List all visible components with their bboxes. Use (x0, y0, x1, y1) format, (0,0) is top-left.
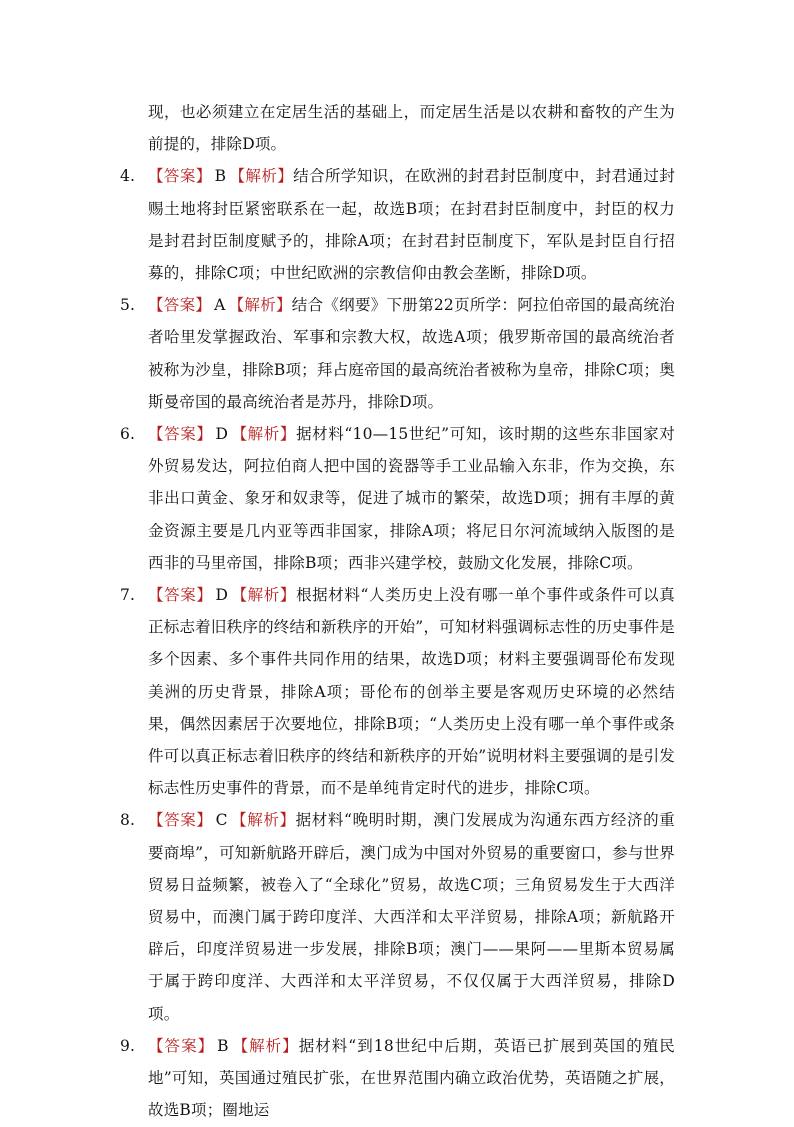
continuation-text: 现，也必须建立在定居生活的基础上，而定居生活是以农耕和畜牧的产生为前提的，排除D项。 (148, 103, 675, 154)
analysis-tag: 【解析】 (231, 1036, 299, 1055)
analysis-tag: 【解析】 (231, 425, 297, 444)
answer-item-4 (120, 160, 675, 289)
item-number: 4. (120, 167, 136, 186)
answer-letter: B (217, 1036, 229, 1055)
analysis-text: 据材料“到18世纪中后期，英语已扩展到英国的殖民地”可知，英国通过殖民扩张，在世界范围内确立政治优势，英语随之扩展，故选B项；圈地运 (148, 1036, 675, 1120)
item-number: 8. (120, 811, 136, 830)
answer-tag: 【答案】 (148, 296, 212, 315)
answer-item-5 (120, 289, 675, 418)
answer-letter: B (214, 167, 227, 186)
answer-item-9 (120, 1030, 675, 1127)
analysis-tag: 【解析】 (230, 811, 296, 830)
analysis-tag: 【解析】 (229, 167, 294, 186)
answer-letter: D (215, 425, 229, 444)
answer-key-content (120, 96, 675, 1127)
continuation-paragraph (120, 96, 675, 160)
analysis-text: 结合所学知识，在欧洲的封君封臣制度中，封君通过封赐土地将封臣紧密联系在一起，故选B项；在封君封臣制度中，封臣的权力是封君封臣制度赋予的，排除A项；在封君封臣制度下，军队是封臣自行招募的，排除C项；中世纪欧洲的宗教信仰由教会垄断，排除D项。 (148, 167, 675, 283)
answer-letter: C (215, 811, 228, 830)
answer-tag: 【答案】 (148, 167, 212, 186)
answer-letter: A (214, 296, 226, 315)
analysis-tag: 【解析】 (228, 296, 292, 315)
answer-item-7 (120, 579, 675, 804)
analysis-tag: 【解析】 (231, 586, 297, 605)
answer-item-8 (120, 804, 675, 1029)
analysis-text: 据材料“晚明时期，澳门发展成为沟通东西方经济的重要商埠”，可知新航路开辟后，澳门成为中国对外贸易的重要窗口，参与世界贸易日益频繁，被卷入了“全球化”贸易，故选C项；三角贸易发生于大西洋贸易中，而澳门属于跨印度洋、大西洋和太平洋贸易，排除A项；新航路开辟后，印度洋贸易进一步发展，排除B项；澳门——果阿——里斯本贸易属于属于跨印度洋、大西洋和太平洋贸易，不仅仅属于大西洋贸易，排除D项。 (148, 811, 675, 1023)
analysis-text: 结合《纲要》下册第22页所学：阿拉伯帝国的最高统治者哈里发掌握政治、军事和宗教大权，故选A项；俄罗斯帝国的最高统治者被称为沙皇，排除B项；拜占庭帝国的最高统治者被称为皇帝，排除C项；奥斯曼帝国的最高统治者是苏丹，排除D项。 (148, 296, 675, 411)
answer-letter: D (215, 586, 229, 605)
answer-tag: 【答案】 (148, 811, 213, 830)
item-number: 7. (120, 586, 136, 605)
analysis-text: 根据材料“人类历史上没有哪一单个事件或条件可以真正标志着旧秩序的终结和新秩序的开始”，可知材料强调标志性的历史事件是多个因素、多个事件共同作用的结果，故选D项；材料主要强调哥伦布发现美洲的历史背景，排除A项；哥伦布的创举主要是客观历史环境的必然结果，偶然因素居于次要地位，排除B项；“人类历史上没有哪一单个事件或条件可以真正标志着旧秩序的终结和新秩序的开始”说明材料主要强调的是引发标志性历史事件的背景，而不是单纯肯定时代的进步，排除C项。 (148, 586, 675, 798)
item-number: 6. (120, 425, 136, 444)
analysis-text: 据材料“10—15世纪”可知，该时期的这些东非国家对外贸易发达，阿拉伯商人把中国的瓷器等手工业品输入东非，作为交换，东非出口黄金、象牙和奴隶等，促进了城市的繁荣，故选D项；拥有丰厚的黄金资源主要是几内亚等西非国家，排除A项；将尼日尔河流域纳入版图的是西非的马里帝国，排除B项；西非兴建学校，鼓励文化发展，排除C项。 (148, 425, 675, 572)
answer-tag: 【答案】 (148, 586, 213, 605)
answer-item-6 (120, 418, 675, 579)
item-number: 9. (120, 1036, 136, 1055)
answer-tag: 【答案】 (148, 425, 213, 444)
answer-tag: 【答案】 (148, 1036, 215, 1055)
item-number: 5. (120, 296, 136, 315)
